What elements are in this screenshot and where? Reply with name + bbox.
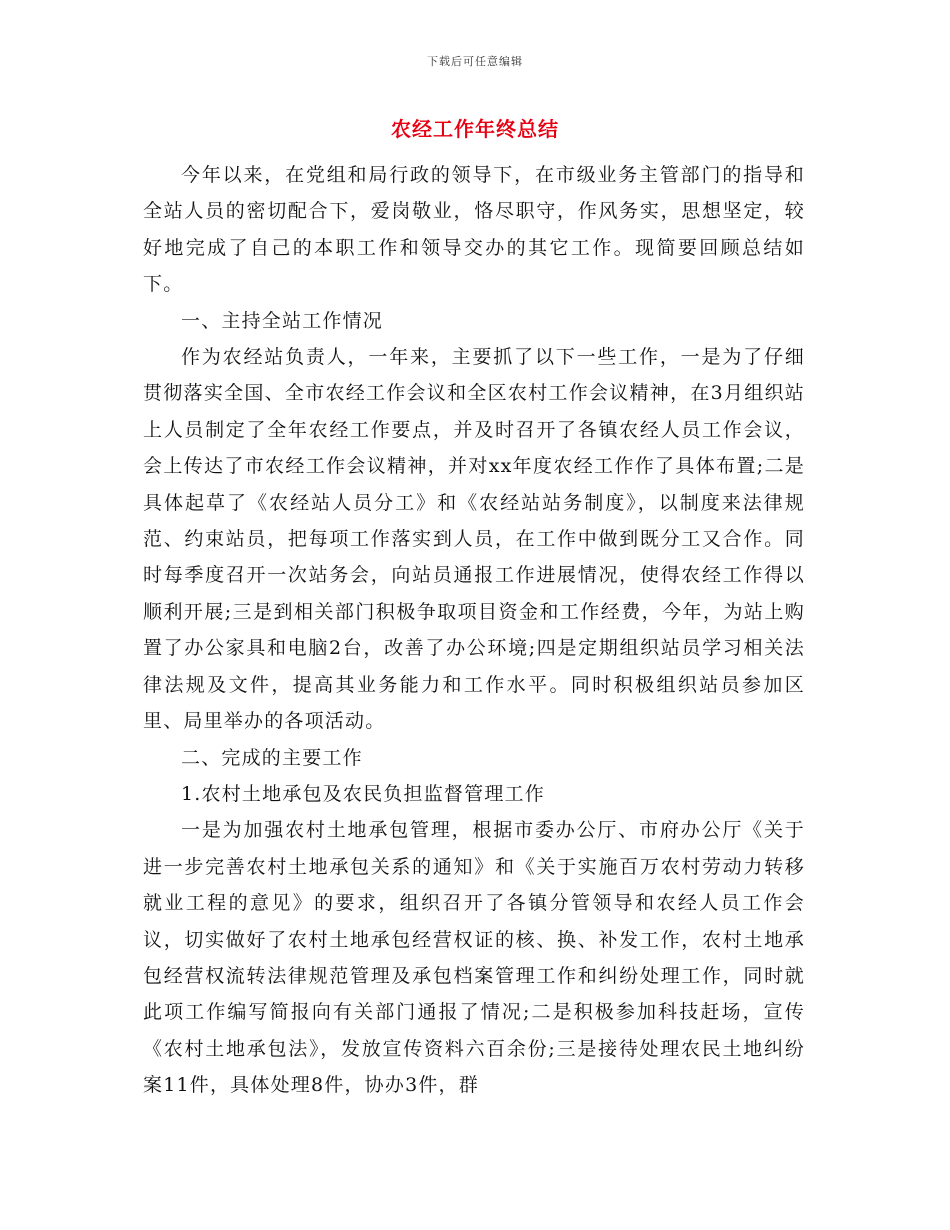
subsection-heading-2-1: 1.农村土地承包及农民负担监督管理工作 — [181, 782, 545, 805]
paragraph-intro: 今年以来，在党组和局行政的领导下，在市级业务主管部门的指导和全站人员的密切配合下，爱岗敬业，恪尽职守，作风务实，思想坚定，较好地完成了自己的本职工作和领导交办的其它工作。现简要回顾总结如下。 — [143, 164, 805, 296]
header-note: 下载后可任意编辑 — [427, 55, 523, 68]
document-body — [143, 157, 805, 1104]
paragraph-subsection-2-1: 一是为加强农村土地承包管理，根据市委办公厅、市府办公厅《关于进一步完善农村土地承包关系的通知》和《关于实施百万农村劳动力转移就业工程的意见》的要求，组织召开了各镇分管领导和农经人员工作会议，切实做好了农村土地承包经营权证的核、换、补发工作，农村土地承包经营权流转法律规范管理及承包档案管理工作和纠纷处理工作，同时就此项工作编写简报向有关部门通报了情况;二是积极参加科技赶场，宣传《农村土地承包法》，发放宣传资料六百余份;三是接待处理农民土地纠纷案11件，具体处理8件，协办3件，群 — [143, 819, 805, 1097]
paragraph-section-1: 作为农经站负责人，一年来，主要抓了以下一些工作，一是为了仔细贯彻落实全国、全市农经工作会议和全区农村工作会议精神，在3月组织站上人员制定了全年农经工作要点，并及时召开了各镇农经人员工作会议，会上传达了市农经工作会议精神，并对xx年度农经工作作了具体布置;二是具体起草了《农经站人员分工》和《农经站站务制度》，以制度来法律规范、约束站员，把每项工作落实到人员，在工作中做到既分工又合作。同时每季度召开一次站务会，向站员通报工作进展情况，使得农经工作得以顺利开展;三是到相关部门积极争取项目资金和工作经费，今年，为站上购置了办公家具和电脑2台，改善了办公环境;四是定期组织站员学习相关法律法规及文件，提高其业务能力和工作水平。同时积极组织站员参加区里、局里举办的各项活动。 — [143, 346, 805, 733]
section-heading-1: 一、主持全站工作情况 — [181, 309, 384, 332]
section-heading-2: 二、完成的主要工作 — [181, 746, 363, 769]
document-title: 农经工作年终总结 — [391, 117, 559, 141]
